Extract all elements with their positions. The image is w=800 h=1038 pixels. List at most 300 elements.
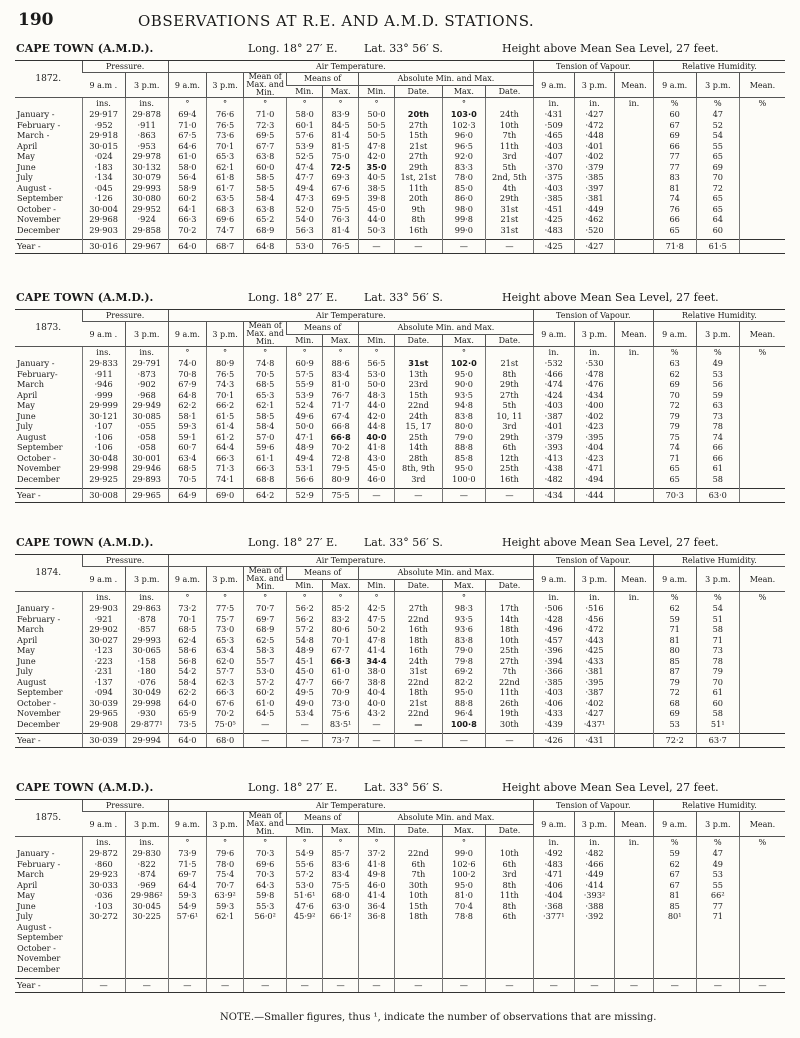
data-cell: 84·5	[323, 120, 359, 131]
data-cell: 8th	[485, 369, 533, 380]
data-cell: 16th	[394, 624, 442, 635]
table-row	[15, 698, 785, 709]
data-cell	[739, 859, 785, 870]
data-cell: 57·5	[287, 369, 323, 380]
data-cell	[615, 901, 653, 912]
data-cell: 88·8	[442, 698, 485, 709]
year-cell: —	[485, 734, 533, 748]
data-cell: 53·1	[287, 463, 323, 474]
data-cell: 69·2	[442, 666, 485, 677]
data-cell: 40·0	[359, 432, 395, 443]
data-cell	[739, 880, 785, 891]
data-cell: 80·0	[442, 421, 485, 432]
data-cell: 66·2	[207, 400, 244, 411]
group-pressure: Pressure.	[82, 61, 168, 73]
col-abs-max: Max.	[442, 824, 485, 837]
station-header	[16, 781, 796, 797]
year-cell: —	[287, 734, 323, 748]
data-cell: ·946	[82, 379, 125, 390]
unit-cell: in.	[615, 98, 653, 110]
data-cell: 8th	[394, 214, 442, 225]
data-cell: 29·946	[125, 463, 168, 474]
table-row	[15, 932, 785, 943]
data-cell: 14th	[485, 614, 533, 625]
data-cell	[359, 964, 395, 975]
data-cell	[287, 932, 323, 943]
year-cell: —	[359, 734, 395, 748]
unit-cell: °	[244, 837, 287, 849]
data-cell	[168, 932, 206, 943]
data-cell: 30·121	[82, 411, 125, 422]
data-cell: 78	[696, 656, 739, 667]
table-row	[15, 943, 785, 954]
data-cell	[739, 463, 785, 474]
data-cell: 1st, 21st	[394, 172, 442, 183]
unit-cell: °	[323, 592, 359, 604]
data-cell: 58·5	[244, 183, 287, 194]
table-row	[15, 964, 785, 975]
month-label: March -	[17, 130, 50, 140]
data-cell: 78·0	[442, 172, 485, 183]
data-cell: 59·8	[244, 890, 287, 901]
data-cell: 41·8	[359, 442, 395, 453]
data-cell: ·403	[533, 141, 574, 152]
data-cell	[485, 922, 533, 933]
unit-cell: °	[287, 347, 323, 359]
table-row	[15, 603, 785, 614]
data-cell: 98·0	[442, 204, 485, 215]
year-cell: 70·3	[653, 489, 696, 503]
data-cell: 77	[653, 162, 696, 173]
col-humidity-9am: 9 a.m.	[653, 73, 696, 98]
data-cell	[615, 719, 653, 730]
year-cell: 29·967	[125, 240, 168, 254]
data-cell: 18th	[485, 624, 533, 635]
data-cell	[574, 932, 615, 943]
data-cell: 10th	[394, 890, 442, 901]
data-cell	[739, 214, 785, 225]
month-label: June	[17, 655, 36, 666]
data-cell	[394, 964, 442, 975]
data-cell: 70·1	[207, 390, 244, 401]
station-latitude: Lat. 33° 56′ S.	[364, 781, 443, 794]
col-abs-min: Min.	[359, 85, 395, 98]
col-humidity-9am: 9 a.m.	[653, 812, 696, 837]
data-cell: 16th	[485, 474, 533, 485]
data-cell	[615, 859, 653, 870]
month-label: November	[17, 214, 61, 224]
data-cell: 61·0	[323, 666, 359, 677]
group-means-of: Means of	[287, 567, 359, 580]
data-cell: 81	[653, 890, 696, 901]
data-cell: 29·833	[82, 358, 125, 369]
data-cell: 49	[696, 859, 739, 870]
data-cell: ·403	[533, 183, 574, 194]
data-cell: 69·7	[168, 869, 206, 880]
data-cell: 54·9	[287, 848, 323, 859]
data-cell: 61·8	[207, 172, 244, 183]
data-cell	[739, 453, 785, 464]
data-cell: 70	[696, 172, 739, 183]
data-cell: 68·8	[244, 474, 287, 485]
col-abs-max: Max.	[442, 579, 485, 592]
data-cell: 18th	[394, 911, 442, 922]
month-label: August	[17, 676, 47, 687]
col-abs-max: Max.	[442, 334, 485, 347]
data-cell: 64·3	[244, 880, 287, 891]
table-row	[15, 151, 785, 162]
data-cell: 78	[696, 421, 739, 432]
data-cell: 100·2	[442, 869, 485, 880]
data-cell	[739, 719, 785, 730]
data-cell	[696, 953, 739, 964]
group-vapour: Tension of Vapour.	[533, 61, 653, 73]
data-cell: 69·5	[244, 130, 287, 141]
data-cell: 37·2	[359, 848, 395, 859]
data-cell	[615, 964, 653, 975]
data-cell	[739, 624, 785, 635]
data-cell: 11th	[485, 687, 533, 698]
unit-cell: ins.	[125, 347, 168, 359]
data-cell: 83	[653, 172, 696, 183]
data-cell	[125, 953, 168, 964]
data-cell: 29·986²	[125, 890, 168, 901]
data-cell: 30·085	[125, 411, 168, 422]
data-cell	[696, 932, 739, 943]
data-cell: ·396	[533, 645, 574, 656]
data-cell	[739, 677, 785, 688]
unit-cell: °	[244, 98, 287, 110]
data-cell: 21st	[394, 141, 442, 152]
data-cell	[739, 666, 785, 677]
unit-cell: °	[359, 592, 395, 604]
table-row	[15, 453, 785, 464]
data-cell: ·451	[533, 204, 574, 215]
data-cell: 65	[653, 463, 696, 474]
data-cell: 55·9	[287, 379, 323, 390]
unit-cell: in.	[533, 98, 574, 110]
data-cell: 65·3	[244, 390, 287, 401]
unit-cell: ins.	[82, 837, 125, 849]
data-cell: 42·0	[359, 411, 395, 422]
data-cell: 65	[696, 204, 739, 215]
data-cell	[244, 922, 287, 933]
data-cell: 21st	[394, 698, 442, 709]
data-cell: 35·0	[359, 162, 395, 173]
data-cell: 58	[696, 624, 739, 635]
data-cell: 100·8	[442, 719, 485, 730]
data-cell: ·532	[533, 358, 574, 369]
data-cell: 75	[653, 432, 696, 443]
data-cell	[615, 890, 653, 901]
data-cell: 57·6	[287, 130, 323, 141]
data-cell: 18th	[394, 635, 442, 646]
data-cell: 31st	[394, 666, 442, 677]
month-label: February -	[17, 119, 61, 130]
data-cell: 96·5	[442, 141, 485, 152]
footnote: NOTE.—Smaller figures, thus ¹, indicate the number of observations that are missing.	[220, 1012, 657, 1023]
data-cell: ·402	[574, 151, 615, 162]
data-cell: 68·3	[207, 204, 244, 215]
col-humidity-mean: Mean.	[739, 73, 785, 98]
data-cell: 99·0	[442, 225, 485, 236]
data-cell: 60·2	[244, 687, 287, 698]
data-cell	[615, 474, 653, 485]
year-cell: —	[696, 979, 739, 993]
data-cell: ·106	[82, 432, 125, 443]
data-cell: 75·5	[323, 204, 359, 215]
data-cell: ·494	[574, 474, 615, 485]
data-cell: 67·7	[244, 141, 287, 152]
data-cell: 53·9	[287, 141, 323, 152]
col-vapour-9am: 9 a.m.	[533, 567, 574, 592]
year-cell: 75·5	[323, 489, 359, 503]
data-cell: 59·6	[244, 442, 287, 453]
data-cell: 48·9	[287, 442, 323, 453]
data-cell: 58·0	[168, 162, 206, 173]
data-cell: 79·5	[323, 463, 359, 474]
data-cell: 54	[696, 603, 739, 614]
data-cell: 22nd	[485, 677, 533, 688]
data-cell: 66·7	[323, 677, 359, 688]
year-cell: ·431	[574, 734, 615, 748]
data-cell: 50·5	[359, 120, 395, 131]
data-cell: 62	[653, 603, 696, 614]
table-row	[15, 193, 785, 204]
data-cell: ·496	[533, 624, 574, 635]
group-absolute: Absolute Min. and Max.	[359, 322, 534, 335]
data-cell: 51	[696, 614, 739, 625]
data-cell: 73	[696, 411, 739, 422]
month-label: June	[17, 900, 36, 911]
table-row	[15, 358, 785, 369]
data-cell: ·857	[125, 624, 168, 635]
data-cell	[394, 953, 442, 964]
data-cell: 102·0	[442, 358, 485, 369]
data-cell: 20th	[394, 109, 442, 120]
data-cell: 61	[696, 463, 739, 474]
group-pressure: Pressure.	[82, 555, 168, 567]
month-label: January -	[17, 109, 55, 119]
data-cell: ·180	[125, 666, 168, 677]
data-cell: 24th	[485, 109, 533, 120]
data-cell: 85	[653, 901, 696, 912]
page-header	[18, 10, 798, 36]
col-mean-max-min: Mean of Max. and Min.	[244, 812, 287, 837]
data-cell: 58	[696, 708, 739, 719]
data-cell: 30·033	[82, 880, 125, 891]
data-cell: 83·9	[323, 109, 359, 120]
data-cell: ·103	[82, 901, 125, 912]
data-cell: 54	[696, 130, 739, 141]
data-cell: ·466	[574, 859, 615, 870]
data-cell: 48·3	[359, 390, 395, 401]
col-temp-9am: 9 a.m.	[168, 567, 206, 592]
data-cell: 43·0	[359, 453, 395, 464]
data-cell: 26th	[485, 698, 533, 709]
unit-cell: %	[739, 347, 785, 359]
data-cell: 66·3	[244, 463, 287, 474]
data-cell	[615, 911, 653, 922]
data-cell: 54·9	[168, 901, 206, 912]
unit-cell: °	[359, 837, 395, 849]
data-cell: 29·965	[82, 708, 125, 719]
data-cell: ·388	[574, 901, 615, 912]
data-cell: ·449	[574, 204, 615, 215]
col-humidity-mean: Mean.	[739, 567, 785, 592]
year-cell: —	[442, 734, 485, 748]
data-cell: 65·3	[207, 635, 244, 646]
data-cell: 31st	[394, 358, 442, 369]
data-cell: ·402	[574, 698, 615, 709]
data-cell: 40·5	[359, 172, 395, 183]
unit-cell: °	[359, 347, 395, 359]
data-cell	[615, 880, 653, 891]
data-cell: 7th	[485, 130, 533, 141]
data-cell: 78·8	[442, 911, 485, 922]
data-cell: ·058	[125, 432, 168, 443]
data-cell: ·403	[533, 400, 574, 411]
data-cell	[739, 953, 785, 964]
data-cell: 75·0	[323, 151, 359, 162]
unit-cell: °	[207, 98, 244, 110]
data-cell: ·449	[574, 869, 615, 880]
units-spacer	[15, 98, 82, 110]
unit-cell: °	[287, 592, 323, 604]
data-cell: 80·9	[207, 358, 244, 369]
unit-cell: %	[696, 98, 739, 110]
table-row	[15, 708, 785, 719]
data-cell: 56	[696, 379, 739, 390]
data-cell: 51¹	[696, 719, 739, 730]
data-cell: 70·3	[244, 869, 287, 880]
data-cell: ·924	[125, 214, 168, 225]
data-cell	[485, 932, 533, 943]
data-cell: ·183	[82, 162, 125, 173]
year-cell: —	[394, 489, 442, 503]
data-cell: 58·1	[168, 411, 206, 422]
col-means-min: Min.	[287, 579, 323, 592]
data-cell: 70	[653, 390, 696, 401]
data-cell: 70·7	[207, 880, 244, 891]
data-cell: 47·7	[287, 677, 323, 688]
table-row	[15, 687, 785, 698]
data-cell: 53·0	[287, 880, 323, 891]
month-label: July	[17, 421, 33, 431]
table-row	[15, 172, 785, 183]
data-cell: 56·3	[287, 225, 323, 236]
data-cell: 7th	[394, 869, 442, 880]
data-cell	[653, 943, 696, 954]
data-cell: 47·8	[359, 141, 395, 152]
data-cell	[615, 666, 653, 677]
data-cell: 15th	[394, 390, 442, 401]
data-cell: ·387	[574, 687, 615, 698]
data-cell: 81·0	[442, 890, 485, 901]
data-cell: 47·8	[359, 635, 395, 646]
station-header	[16, 42, 796, 58]
data-cell: 29·903	[82, 603, 125, 614]
group-means-of: Means of	[287, 322, 359, 335]
units-spacer	[15, 592, 82, 604]
unit-cell: %	[653, 837, 696, 849]
col-pressure-3pm: 3 p.m.	[125, 812, 168, 837]
data-cell: 29th	[394, 162, 442, 173]
col-temp-9am: 9 a.m.	[168, 73, 206, 98]
data-cell	[359, 943, 395, 954]
data-cell	[615, 214, 653, 225]
table-row	[15, 204, 785, 215]
data-cell	[615, 151, 653, 162]
data-cell: 44·0	[359, 214, 395, 225]
data-cell: 6th	[485, 911, 533, 922]
data-cell: 22nd	[394, 708, 442, 719]
data-cell: ·381	[574, 666, 615, 677]
col-vapour-3pm: 3 p.m.	[574, 812, 615, 837]
station-longitude: Long. 18° 27′ E.	[248, 536, 338, 549]
data-cell	[739, 614, 785, 625]
unit-cell: °	[168, 347, 206, 359]
year-cell: —	[653, 979, 696, 993]
data-cell: 60·0	[244, 162, 287, 173]
data-cell: 66·1²	[323, 911, 359, 922]
data-cell: 62·3	[207, 677, 244, 688]
data-cell: 79·0	[442, 432, 485, 443]
data-cell: 56·2	[287, 603, 323, 614]
data-cell: 95·0	[442, 880, 485, 891]
year-cell: 63·7	[696, 734, 739, 748]
data-cell: 99·8	[442, 214, 485, 225]
data-cell: 30·225	[125, 911, 168, 922]
data-cell	[82, 943, 125, 954]
unit-cell: in.	[533, 592, 574, 604]
month-label: November	[17, 463, 61, 473]
data-cell: 47·4	[287, 162, 323, 173]
data-cell: ·506	[533, 603, 574, 614]
data-cell	[615, 932, 653, 943]
data-cell: 96·0	[442, 130, 485, 141]
data-cell: 2nd, 5th	[485, 172, 533, 183]
data-cell: 79·8	[442, 656, 485, 667]
data-cell: 60·7	[168, 442, 206, 453]
data-cell	[533, 964, 574, 975]
data-cell: 22nd	[394, 677, 442, 688]
col-abs-max-date: Date.	[485, 579, 533, 592]
col-means-min: Min.	[287, 334, 323, 347]
data-cell	[615, 225, 653, 236]
data-cell	[739, 183, 785, 194]
year-cell: 53·0	[287, 240, 323, 254]
data-cell: 17th	[485, 603, 533, 614]
data-cell: 49·8	[359, 869, 395, 880]
data-cell	[125, 932, 168, 943]
data-cell: 52·5	[287, 151, 323, 162]
data-cell: 6th	[485, 442, 533, 453]
data-cell: ·968	[125, 390, 168, 401]
year-cell: 30·008	[82, 489, 125, 503]
data-cell	[739, 193, 785, 204]
data-cell: 46·0	[359, 474, 395, 485]
year-cell: —	[394, 979, 442, 993]
year-cell: —	[207, 979, 244, 993]
data-cell: 61·0	[244, 698, 287, 709]
data-cell	[168, 964, 206, 975]
data-cell: 15, 17	[394, 421, 442, 432]
data-cell	[207, 964, 244, 975]
data-cell: 55	[696, 141, 739, 152]
data-cell: ·482	[533, 474, 574, 485]
year-summary-row	[15, 489, 785, 503]
